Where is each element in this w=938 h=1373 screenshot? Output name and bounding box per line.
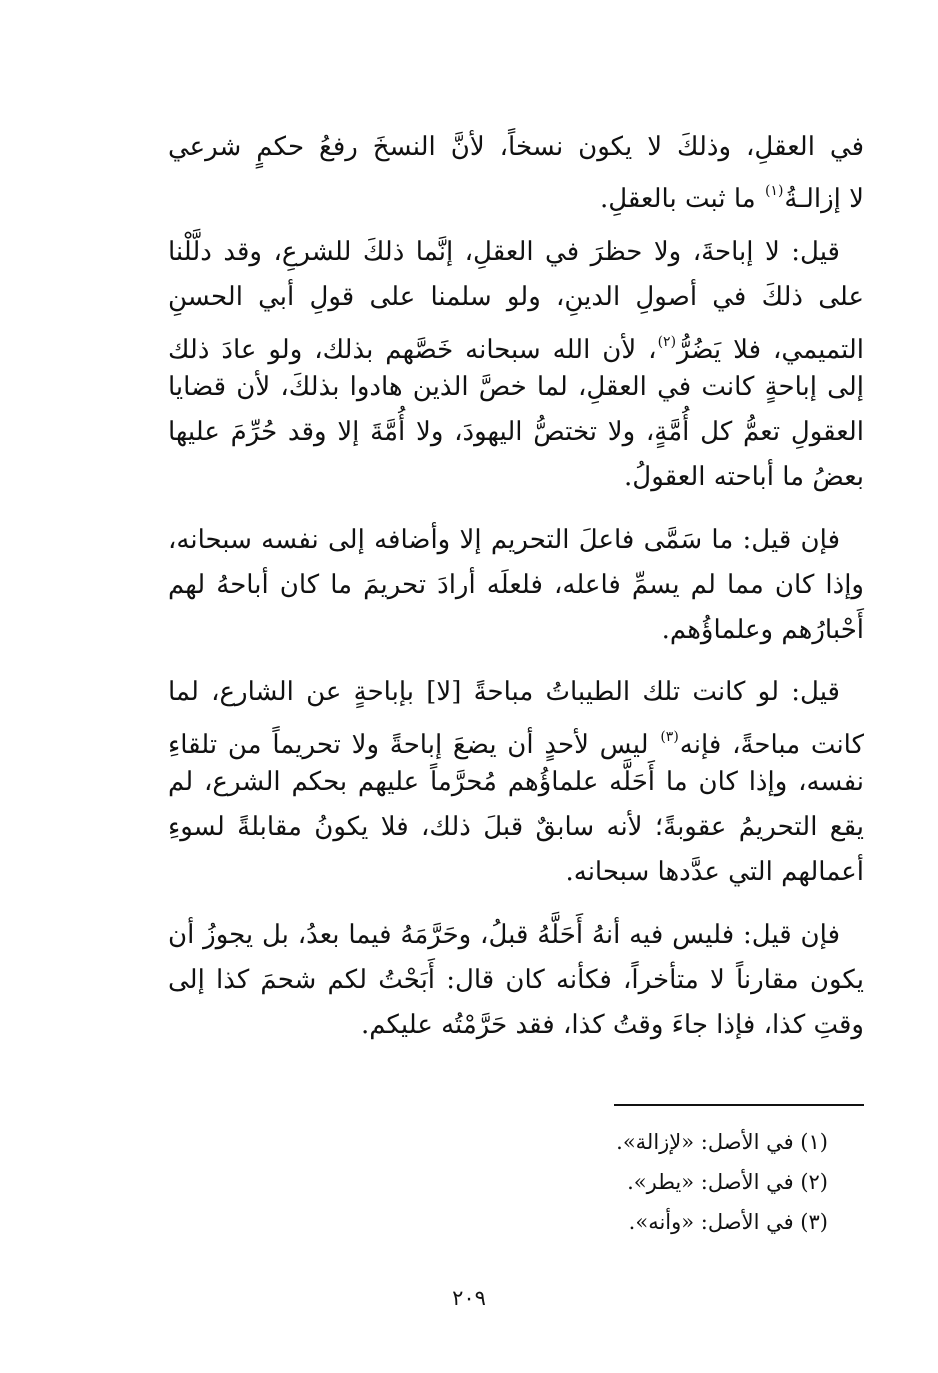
footnote: (١) في الأصل: «لإزالة».	[616, 1130, 828, 1154]
text-line: أَحْبارُهم وعلماؤُهم.	[661, 615, 864, 645]
footnote-marker: (١)	[764, 183, 784, 199]
text-line: وقتِ كذا، فإذا جاءَ وقتُ كذا، فقد حَرَّمْتُه عليكم.	[360, 1010, 864, 1040]
text-line: أعمالهم التي عدَّدها سبحانه.	[565, 857, 864, 887]
line-text: ما ثبت بالعقلِ.	[599, 184, 764, 214]
line-text: التميمي، فلا يَضُرُّ	[677, 335, 864, 365]
text-line: فإن قيل: ما سَمَّى فاعلَ التحريم إلا وأضافه إلى نفسه سبحانه،	[168, 525, 840, 555]
page-number: ٢٠٩	[452, 1286, 486, 1310]
line-text: كانت مباحةً، فإنه	[679, 730, 864, 760]
footnote: (٣) في الأصل: «وأنه».	[628, 1210, 828, 1234]
text-line: في العقلِ، وذلكَ لا يكون نسخاً، لأنَّ النسخَ رفعُ حكمٍ شرعي	[168, 132, 864, 162]
text-line: وإذا كان مما لم يسمِّ فاعله، فلعلَه أرادَ تحريمَ ما كان أباحهُ لهم	[168, 570, 864, 600]
line-text: ، لأن الله سبحانه خَصَّهم بذلك، ولو عادَ ذلك	[168, 335, 657, 365]
line-text: لا إزالـةُ	[784, 184, 864, 214]
text-line: نفسه، وإذا كان ما أَحَلَّه علماؤُهم مُحرَّماً عليهم بحكم الشرع، لم	[168, 767, 864, 797]
text-line: قيل: لو كانت تلك الطيباتُ مباحةً [لا] بإباحةٍ عن الشارع، لما	[168, 677, 840, 707]
footnote: (٢) في الأصل: «يطر».	[627, 1170, 828, 1194]
text-line: قيل: لا إباحةَ، ولا حظرَ في العقلِ، إنَّما ذلكَ للشرعِ، وقد دلَّلْنا	[168, 237, 840, 267]
footnote-marker: (٢)	[657, 334, 677, 350]
text-line	[168, 169, 864, 221]
text-line: العقولِ تعمُّ كل أُمَّةٍ، ولا تختصُّ اليهودَ، ولا أُمَّةَ إلا وقد حُرِّمَ عليها	[168, 417, 864, 447]
text-line: إلى إباحةٍ كانت في العقلِ، لما خصَّ الذين هادوا بذلكَ، لأن قضايا	[168, 372, 864, 402]
text-line: يقع التحريمُ عقوبةً؛ لأنه سابقٌ قبلَ ذلك، فلا يكونُ مقابلةً لسوءِ	[168, 812, 864, 842]
text-line: بعضُ ما أباحته العقولُ.	[624, 462, 864, 492]
footnote-divider	[614, 1104, 864, 1106]
footnote-marker: (٣)	[660, 729, 679, 745]
text-line: فإن قيل: فليس فيه أنهُ أَحَلَّهُ قبلُ، وحَرَّمَهُ فيما بعدُ، بل يجوزُ أن	[168, 920, 840, 950]
line-text: ليس لأحدٍ أن يضعَ إباحةً ولا تحريماً من تلقاءِ	[168, 730, 660, 760]
text-line: يكون مقارناً لا متأخراً، فكأنه كان قال: أَبَحْتُ لكم شحمَ كذا إلى	[168, 965, 864, 995]
text-line: على ذلكَ في أصولِ الدينِ، ولو سلمنا على قولِ أبي الحسنِ	[168, 282, 864, 312]
